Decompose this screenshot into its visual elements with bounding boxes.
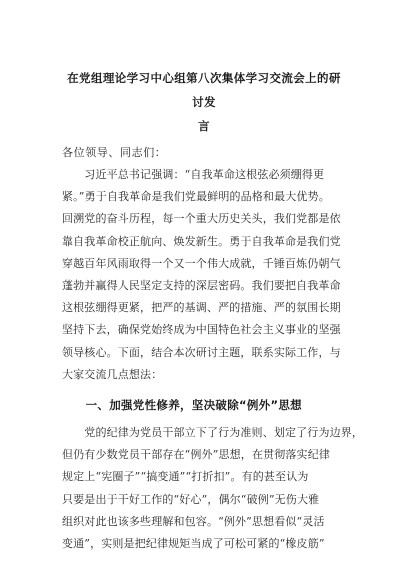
text-line: 习近平总书记强调：“自我革命这根弦必须绷得更 <box>62 168 325 181</box>
text-line: 这根弦绷得更紧，把严的基调、严的措施、严的氛围长期 <box>62 301 341 315</box>
text-line: 穿越百年风雨取得一个又一个伟大成就，千锤百炼仍朝气 <box>62 256 341 270</box>
text-line: 变通”，实则是把纪律规矩当成了可松可紧的“橡皮筋” <box>62 537 325 551</box>
title-line-2: 言 <box>198 119 210 133</box>
text-line: 大家交流几点想法： <box>62 367 163 381</box>
text-line: 但仍有少数党员干部存在“例外”思想，在贯彻落实纪律 <box>62 448 330 462</box>
text-line: 组织对此也该多些理解和包容。“例外”思想看似“灵活 <box>62 514 325 528</box>
text-line: 靠自我革命校正航向、焕发新生。勇于自我革命是我们党 <box>62 234 341 248</box>
text-line: 领导核心。下面，结合本次研讨主题，联系实际工作，与 <box>62 345 341 359</box>
text-line: 紧。”勇于自我革命是我们党最鲜明的品格和最大优势。 <box>62 190 330 204</box>
text-line: 蓬勃并赢得人民坚定支持的深层密码。我们要把自我革命 <box>62 279 341 293</box>
paragraph-section-1 <box>62 422 364 555</box>
document-title <box>62 66 346 138</box>
text-line: 坚持下去，确保党始终成为中国特色社会主义事业的坚强 <box>62 323 341 337</box>
title-line-1: 在党组理论学习中心组第八次集体学习交流会上的研讨发 <box>67 71 341 109</box>
section-heading-1: 一、加强党性修养，坚决破除“例外”思想 <box>62 398 302 413</box>
paragraph-intro <box>62 164 346 386</box>
text-line: 规定上“宪圈子”“搞变通”“打折扣”。有的甚至认为 <box>62 470 309 484</box>
text-line: 党的纪律为党员干部立下了行为准则、划定了行为边界， <box>62 426 364 440</box>
salutation: 各位领导、同志们： <box>62 146 167 159</box>
text-line: 回溯党的奋斗历程，每一个重大历史关头，我们党都是依 <box>62 212 341 226</box>
text-line: 只要是出于干好工作的“好心”，偶尔“破例”无伤大雅 <box>62 492 320 506</box>
